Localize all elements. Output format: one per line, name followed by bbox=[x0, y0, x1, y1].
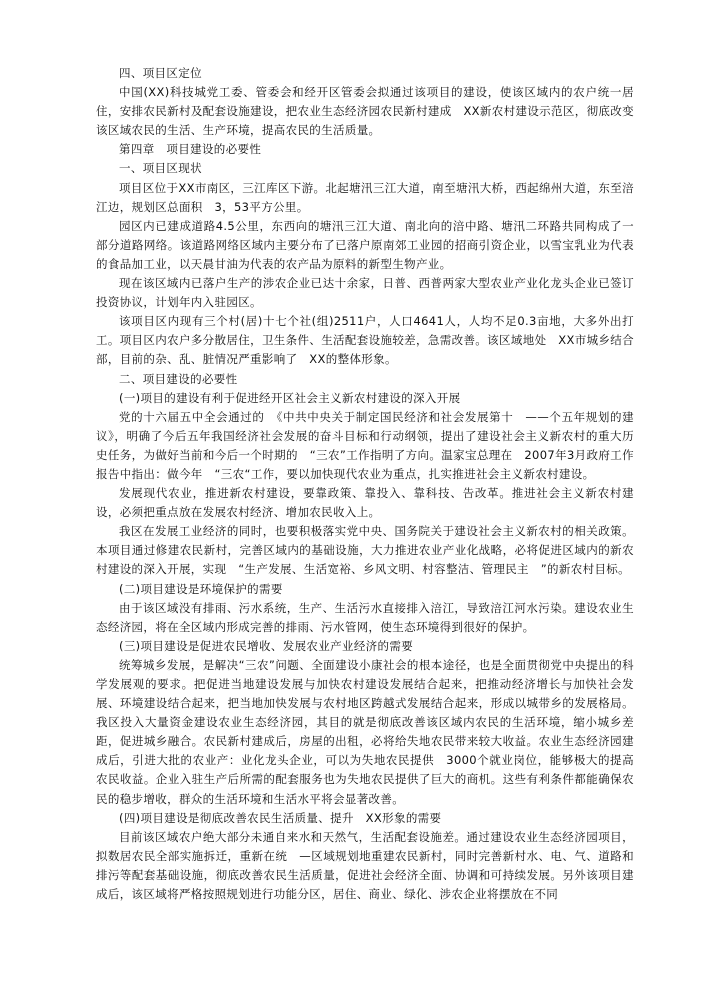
chapter-heading: 第四章 项目建设的必要性 bbox=[119, 142, 262, 157]
body-paragraph: 园区内已建成道路4.5公里，东西向的塘汛三江大道、南北向的涪中路、塘汛二环路共同构成了一部分道路网络。该道路网络区域内主要分布了已落户原南郊工业园的招商引资企业，以雪宝乳业为代表的食品加工业，以天晨甘油为代表的农产品为原料的新型生物产业。 bbox=[96, 218, 634, 271]
body-paragraph: 发展现代农业，推进新农村建设，要靠政策、靠投入、靠科技、告改革。推进社会主义新农村建设，必须把重点放在发展农村经济、增加农民收入上。 bbox=[96, 486, 634, 520]
body-paragraph: 该项目区内现有三个村(居)十七个社(组)2511户，人口4641人，人均不足0.3亩地，大多外出打工。项目区内农户多分散居住，卫生条件、生活配套设施较差，急需改善。该区域地处 XX市城乡结合部，目前的杂、乱、脏情况严重影响了 XX的整体形象。 bbox=[96, 314, 634, 367]
body-paragraph: 现在该区域内已落户生产的涉农企业已达十余家，日普、西普两家大型农业产业化龙头企业已签订投资协议，计划年内入驻园区。 bbox=[96, 276, 634, 310]
subsection-heading: (二)项目建设是环境保护的需要 bbox=[119, 581, 283, 596]
body-paragraph: 党的十六届五中全会通过的 《中共中央关于制定国民经济和社会发展第十 ——个五年规划的建议》，明确了今后五年我国经济社会发展的奋斗目标和行动纲领，提出了建设社会主义新农村的重大历史任务，为做好当前和今后一个时期的 “三农”工作指明了方向。温家宝总理在 2007年3月政府工作报告中指出：做今年 “三农“工作，要以加快现代农业为重点，扎实推进社会主义新农村建设。 bbox=[96, 409, 634, 481]
body-paragraph: 由于该区域没有排雨、污水系统，生产、生活污水直接排入涪江，导致涪江河水污染。建设农业生态经济园，将在全区域内形成完善的排雨、污水管网，使生态环境得到很好的保护。 bbox=[96, 600, 634, 634]
subsection-heading: (四)项目建设是彻底改善农民生活质量、提升 XX形象的需要 bbox=[119, 810, 442, 825]
subsection-heading: (三)项目建设是促进农民增收、发展农业产业经济的需要 bbox=[119, 638, 414, 653]
body-paragraph: 我区在发展工业经济的同时，也要积极落实党中央、国务院关于建设社会主义新农村的相关政策。本项目通过修建农民新村，完善区域内的基础设施，大力推进农业产业化战略，必将促进区域内的新农村建设的深入开展，实现 “生产发展、生活宽裕、乡风文明、村容整洁、管理民主 ”的新农村目标。 bbox=[96, 524, 634, 577]
body-paragraph: 统筹城乡发展，是解决“三农”问题、全面建设小康社会的根本途径，也是全面贯彻党中央提出的科学发展观的要求。把促进当地建设发展与加快农村建设发展结合起来，把推动经济增长与加快社会发展、环境建设结合起来，把当地加快发展与农村地区跨越式发展结合起来，形成以城带乡的发展格局。我区投入大量资金建设农业生态经济园，其目的就是彻底改善该区域内农民的生活环境，缩小城乡差距，促进城乡融合。农民新村建成后，房屋的出租，必将给失地农民带来较大收益。农业生态经济园建成后，引进大批的农业产：业化龙头企业，可以为失地农民提供 3000个就业岗位，能够极大的提高农民收益。企业入驻生产后所需的配套服务也为失地农民提供了巨大的商机。这些有利条件都能确保农民的稳步增收，群众的生活环境和生活水平将会显著改善。 bbox=[96, 657, 634, 806]
section-heading: 一、项目区现状 bbox=[119, 161, 202, 176]
body-paragraph: 中国(XX)科技城党工委、管委会和经开区管委会拟通过该项目的建设，使该区域内的农户统一居住，安排农民新村及配套设施建设，把农业生态经济园农民新村建成 XX新农村建设示范区，彻底改变该区域农民的生活、生产环境，提高农民的生活质量。 bbox=[96, 85, 634, 138]
section-heading: 四、项目区定位 bbox=[119, 66, 202, 80]
subsection-heading: (一)项目的建设有利于促进经开区社会主义新农村建设的深入开展 bbox=[119, 390, 461, 405]
body-paragraph: 目前该区域农户绝大部分未通自来水和天然气，生活配套设施差。通过建设农业生态经济园项目，拟数居农民全部实施拆迁，重新在统 —区域规划地重建农民新村，同时完善新村水、电、气、道路和排污等配套基础设施，彻底改善农民生活质量，促进社会经济全面、协调和可持续发展。另外该项目建成后，该区域将严格按照规划进行功能分区，居住、商业、绿化、涉农企业将摆放在不同 bbox=[96, 829, 634, 902]
body-paragraph: 项目区位于XX市南区，三江库区下游。北起塘汛三江大道，南至塘汛大桥，西起绵州大道，东至涪江边，规划区总面积 3，53平方公里。 bbox=[96, 180, 634, 214]
section-heading: 二、项目建设的必要性 bbox=[119, 371, 238, 386]
document-page bbox=[96, 64, 634, 904]
